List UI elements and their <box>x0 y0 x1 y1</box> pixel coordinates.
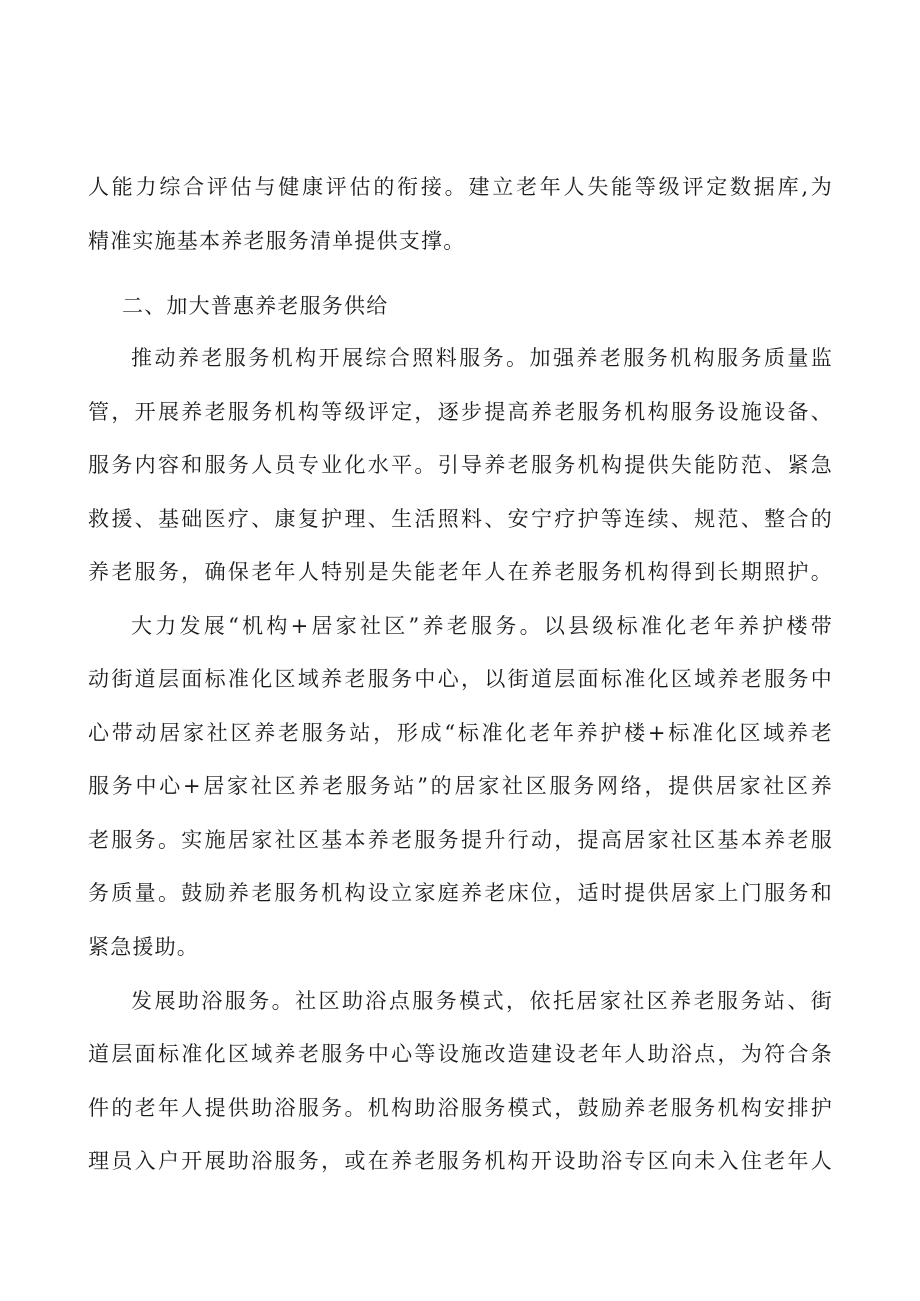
section-heading: 二、加大普惠养老服务供给 <box>122 294 389 318</box>
text-line: 发展助浴服务。社区助浴点服务模式，依托居家社区养老服务站、街 <box>131 989 833 1013</box>
text-line: 心带动居家社区养老服务站，形成“标准化老年养护楼+标准化区域养老 <box>88 721 833 745</box>
text-line: 老服务。实施居家社区基本养老服务提升行动，提高居家社区基本养老服 <box>88 828 833 852</box>
text-line: 件的老年人提供助浴服务。机构助浴服务模式，鼓励养老服务机构安排护 <box>88 1096 833 1120</box>
text-line: 推动养老服务机构开展综合照料服务。加强养老服务机构服务质量监 <box>131 346 833 370</box>
text-line: 精准实施基本养老服务清单提供支撑。 <box>88 229 466 253</box>
text-line: 管，开展养老服务机构等级评定，逐步提高养老服务机构服务设施设备、 <box>88 400 833 424</box>
text-line: 理员入户开展助浴服务，或在养老服务机构开设助浴专区向未入住老年人 <box>88 1149 833 1173</box>
text-line: 道层面标准化区域养老服务中心等设施改造建设老年人助浴点，为符合条 <box>88 1042 833 1066</box>
text-line: 大力发展“机构+居家社区”养老服务。以县级标准化老年养护楼带 <box>131 614 833 638</box>
text-line: 务质量。鼓励养老服务机构设立家庭养老床位，适时提供居家上门服务和 <box>88 881 833 905</box>
text-line: 动街道层面标准化区域养老服务中心，以街道层面标准化区域养老服务中 <box>88 667 833 691</box>
text-line: 服务内容和服务人员专业化水平。引导养老服务机构提供失能防范、紧急 <box>88 453 833 477</box>
text-line: 救援、基础医疗、康复护理、生活照料、安宁疗护等连续、规范、整合的 <box>88 507 833 531</box>
text-line: 紧急援助。 <box>88 935 199 959</box>
text-line: 服务中心+居家社区养老服务站”的居家社区服务网络，提供居家社区养 <box>88 774 833 798</box>
text-line: 养老服务，确保老年人特别是失能老年人在养老服务机构得到长期照护。 <box>88 560 833 584</box>
text-line: 人能力综合评估与健康评估的衔接。建立老年人失能等级评定数据库,为 <box>88 175 833 199</box>
